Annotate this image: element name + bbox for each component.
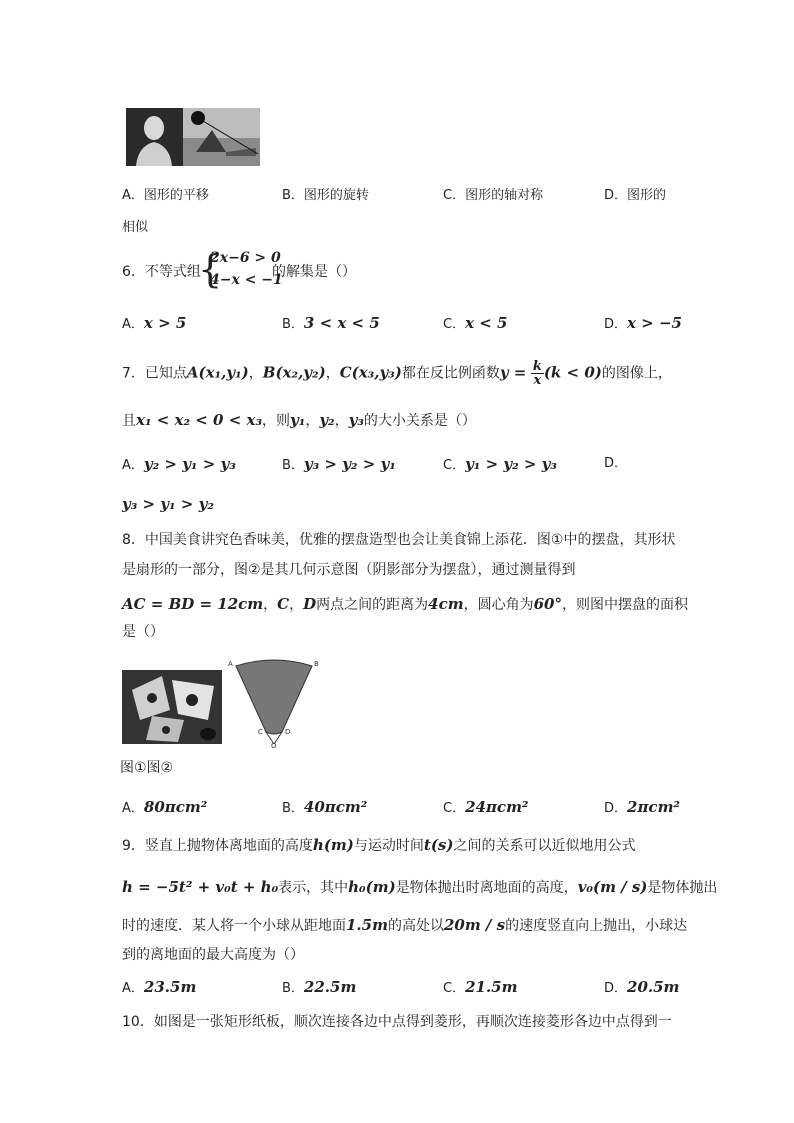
q8-sector-diagram — [226, 656, 322, 748]
q8-figure-1 — [122, 670, 222, 744]
q8-figure-1-image — [122, 670, 222, 744]
q8-line-3: AC = BD = 12cm，C，D两点之间的距离为4cm，圆心角为60°，则图中摆盘的面积 — [122, 595, 688, 613]
q7-fraction: $\frac{k}{x}$ — [532, 359, 542, 388]
q6-option-a: A．x > 5 — [122, 314, 187, 332]
q10-line-1: 10．如图是一张矩形纸板，顺次连接各边中点得到菱形，再顺次连接菱形各边中点得到一 — [122, 1014, 672, 1030]
q9-option-d: D．20.5m — [604, 978, 680, 996]
q7-line-2: 且x₁ < x₂ < 0 < x₃，则y₁，y₂，y₃的大小关系是（） — [122, 411, 476, 429]
q9-option-b: B．22.5m — [282, 978, 357, 996]
q8-option-c: C．24πcm² — [443, 798, 529, 816]
q8-option-a: A．80πcm² — [122, 798, 208, 816]
q9-line-4: 到的离地面的最大高度为（） — [122, 947, 304, 963]
q8-line-2: 是扇形的一部分，图②是其几何示意图（阴影部分为摆盘），通过测量得到 — [122, 562, 576, 578]
q9-line-3: 时的速度．某人将一个小球从距地面1.5m的高处以20m / s的速度竖直向上抛出，小球达 — [122, 916, 688, 934]
q7-option-c: C．y₁ > y₂ > y₃ — [443, 455, 557, 473]
q7-option-a: A．y₂ > y₁ > y₃ — [122, 455, 236, 473]
q8-label-b: B — [314, 660, 319, 668]
q9-line-1: 9．竖直上抛物体离地面的高度h(m)与运动时间t(s)之间的关系可以近似地用公式 — [122, 836, 636, 854]
q8-figure-2 — [226, 656, 322, 748]
q6-inequality-1: 2x−6 > 0 — [210, 250, 281, 266]
q8-line-1: 8．中国美食讲究色香味美，优雅的摆盘造型也会让美食锦上添花．图①中的摆盘，其形状 — [122, 532, 676, 548]
q5-option-a: A．图形的平移 — [122, 188, 209, 203]
q6-suffix: 的解集是（） — [272, 264, 356, 280]
q5-figure — [126, 108, 260, 166]
q8-figure-caption: 图①图② — [120, 760, 174, 776]
q6-option-c: C．x < 5 — [443, 314, 508, 332]
q6-brace: { — [198, 247, 223, 291]
q5-option-d: D．图形的 — [604, 188, 667, 203]
q8-option-b: B．40πcm² — [282, 798, 368, 816]
q8-label-d: D — [285, 728, 291, 736]
q9-option-a: A．23.5m — [122, 978, 197, 996]
q5-figure-image — [126, 108, 260, 166]
q7-option-d-expression: y₃ > y₁ > y₂ — [122, 495, 214, 513]
q6-inequality-2: 4−x < −1 — [210, 272, 283, 288]
q8-option-d: D．2πcm² — [604, 798, 681, 816]
q9-line-2: h = −5t² + v₀t + h₀表示，其中h₀(m)是物体抛出时离地面的高度，v₀(m / s)是物体抛出 — [122, 878, 718, 896]
q8-label-o: O — [271, 742, 277, 748]
q8-label-c: C — [258, 728, 263, 736]
q8-line-4: 是（） — [122, 624, 164, 640]
q7-option-b: B．y₃ > y₂ > y₁ — [282, 455, 396, 473]
q8-label-a: A — [228, 660, 233, 668]
q7-option-d: D． — [604, 456, 628, 471]
q5-option-d-continued: 相似 — [122, 220, 149, 235]
q9-option-c: C．21.5m — [443, 978, 518, 996]
q5-option-c: C．图形的轴对称 — [443, 188, 544, 203]
q6-option-d: D．x > −5 — [604, 314, 682, 332]
q5-option-b: B．图形的旋转 — [282, 188, 369, 203]
q6-prefix: 6．不等式组 — [122, 264, 201, 280]
q6-option-b: B．3 < x < 5 — [282, 314, 380, 332]
q7-line-1: 7．已知点A(x₁,y₁)，B(x₂,y₂)，C(x₃,y₃)都在反比例函数y = $\frac{k}{x}$ (k < 0)的图像上， — [122, 359, 672, 388]
